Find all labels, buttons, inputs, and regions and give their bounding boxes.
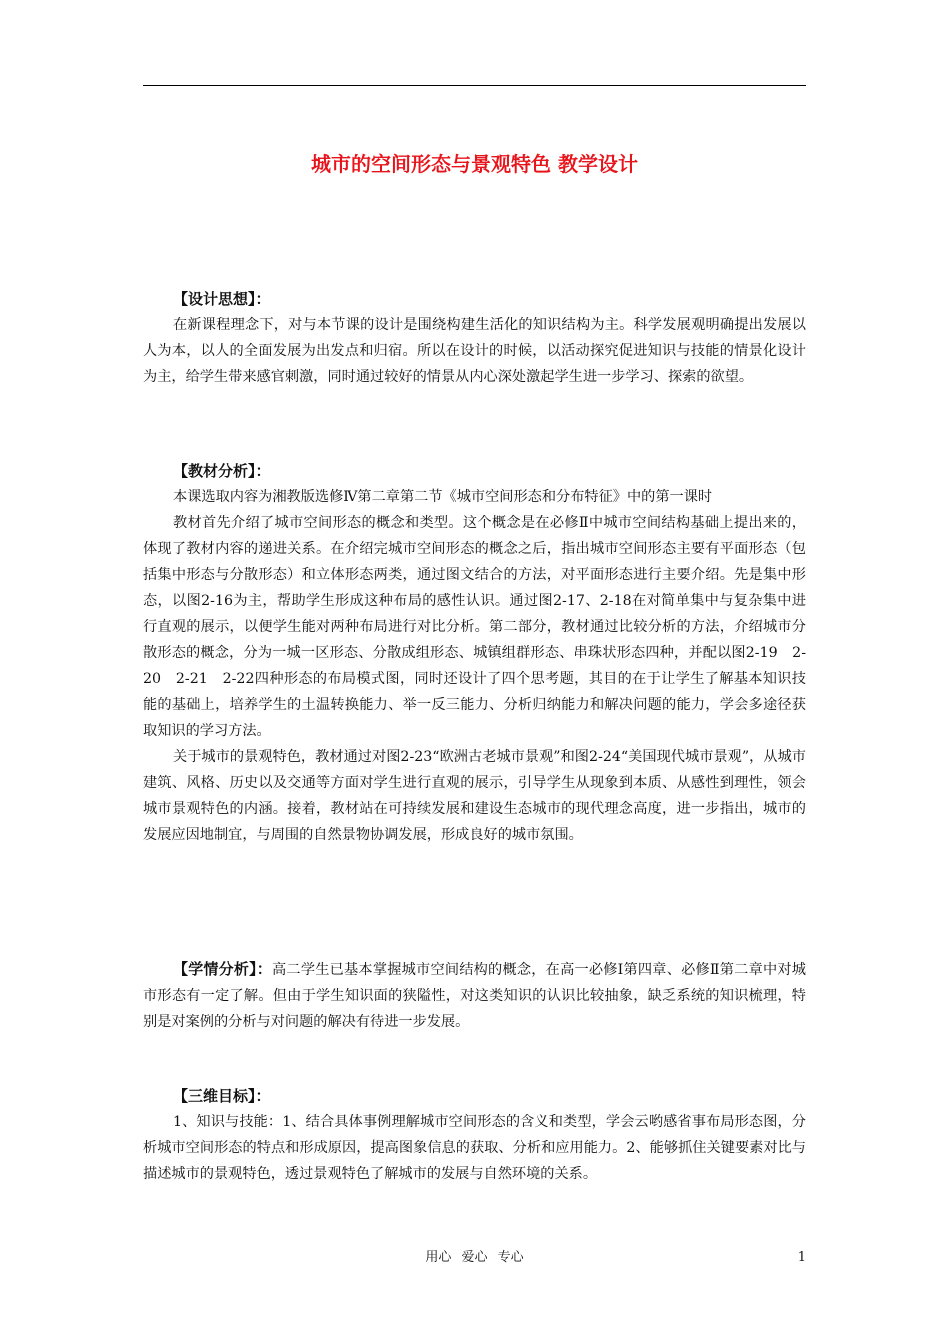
section-objectives <box>143 1083 806 1187</box>
footer-motto: 用心 爱心 专心 <box>425 1250 524 1265</box>
student-analysis-paragraph <box>143 956 806 1035</box>
student-analysis-text: 高二学生已基本掌握城市空间结构的概念，在高一必修Ⅰ第四章、必修Ⅱ第二章中对城市形态有一定了解。但由于学生知识面的狭隘性，对这类知识的认识比较抽象，缺乏系统的知识梳理，特别是对案例的分析与对问题的解决有待进一步发展。 <box>143 962 806 1030</box>
textbook-analysis-paragraph-3: 关于城市的景观特色，教材通过对图2-23“欧洲古老城市景观”和图2-24“美国现代城市景观”，从城市建筑、风格、历史以及交通等方面对学生进行直观的展示，引导学生从现象到本质、从感性到理性，领会城市景观特色的内涵。接着，教材站在可持续发展和建设生态城市的现代理念高度，进一步指出，城市的发展应因地制宜，与周围的自然景物协调发展，形成良好的城市氛围。 <box>143 749 806 843</box>
section-design-idea <box>143 286 806 390</box>
objectives-paragraph: 1、知识与技能：1、结合具体事例理解城市空间形态的含义和类型，学会云哟感省事布局形态图，分析城市空间形态的特点和形成原因，提高图象信息的获取、分析和应用能力。2、能够抓住关键要素对比与描述城市的景观特色，透过景观特色了解城市的发展与自然环境的关系。 <box>143 1114 806 1182</box>
header-rule <box>143 85 806 86</box>
section-textbook-analysis <box>143 458 806 848</box>
section-heading-student-analysis: 【学情分析】： <box>173 960 273 978</box>
textbook-analysis-paragraph-2: 教材首先介绍了城市空间形态的概念和类型。这个概念是在必修Ⅱ中城市空间结构基础上提出来的，体现了教材内容的递进关系。在介绍完城市空间形态的概念之后，指出城市空间形态主要有平面形态（包括集中形态与分散形态）和立体形态两类，通过图文结合的方法，对平面形态进行主要介绍。先是集中形态，以图2-16为主，帮助学生形成这种布局的感性认识。通过图2-17、2-18在对简单集中与复杂集中进行直观的展示，以便学生能对两种布局进行对比分析。第二部分，教材通过比较分析的方法，介绍城市分散形态的概念，分为一城一区形态、分散成组形态、城镇组群形态、串珠状形态四种，并配以图2-19 2-20 2-21 2-22四种形态的布局模式图，同时还设计了四个思考题，其目的在于让学生了解基本知识技能的基础上，培养学生的土温转换能力、举一反三能力、分析归纳能力和解决问题的能力，学会多途径获取知识的学习方法。 <box>143 515 806 739</box>
section-heading-objectives: 【三维目标】： <box>173 1087 271 1105</box>
design-idea-paragraph: 在新课程理念下，对与本节课的设计是围绕构建生活化的知识结构为主。科学发展观明确提出发展以人为本，以人的全面发展为出发点和归宿。所以在设计的时候，以活动探究促进知识与技能的情景化设计为主，给学生带来感官刺激，同时通过较好的情景从内心深处激起学生进一步学习、探索的欲望。 <box>143 317 806 385</box>
page-number: 1 <box>797 1250 806 1265</box>
section-student-analysis <box>143 956 806 1035</box>
section-heading-design-idea: 【设计思想】： <box>173 290 271 308</box>
textbook-analysis-paragraph-1: 本课选取内容为湘教版选修Ⅳ第二章第二节《城市空间形态和分布特征》中的第一课时 <box>173 489 713 505</box>
document-title: 城市的空间形态与景观特色 教学设计 <box>311 152 638 176</box>
section-heading-textbook-analysis: 【教材分析】： <box>173 462 271 480</box>
